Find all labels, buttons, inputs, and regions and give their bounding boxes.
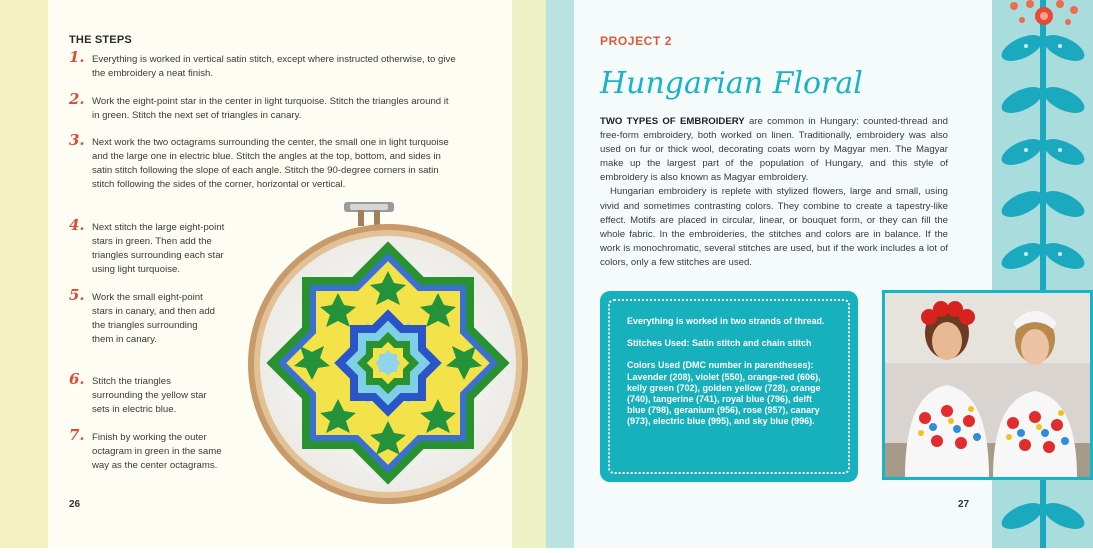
- stitches-used: Stitches Used: Satin stitch and chain stitch: [627, 338, 812, 349]
- step-text: Finish by working the outer octagram in green in the same way as the center octagrams.: [92, 432, 222, 471]
- gutter-teal: [546, 0, 574, 548]
- octagram-embroidery-icon: [246, 202, 530, 508]
- step-7: [69, 426, 235, 473]
- step-1: [69, 48, 469, 81]
- step-6: [69, 370, 217, 417]
- step-5: [69, 286, 217, 347]
- step-text: Next stitch the large eight-point stars in green. Then add the triangles surrounding each star using light turquoise.: [92, 222, 225, 275]
- paragraph-1: are common in Hungary: counted-thread and free-form embroidery, both worked on linen. Traditionally, embroidery was also used on fur or thick wool, decorating coats worn by Magyar men. The Magyar make up the largest part of the population of Hungary, and this style of embroidery is also known as Magyar embroidery.: [600, 116, 948, 184]
- step-3: [69, 131, 449, 192]
- step-text: Stitch the triangles surrounding the yellow star sets in electric blue.: [92, 376, 207, 415]
- photo-girls-icon: [885, 293, 1090, 477]
- step-number: 7.: [69, 426, 85, 444]
- step-number: 5.: [69, 286, 85, 304]
- steps-heading: THE STEPS: [69, 34, 132, 46]
- step-2: [69, 90, 449, 123]
- paragraph-2: Hungarian embroidery is replete with stylized flowers, large and small, using vivid and sometimes contrasting colors. They combine to create a tapestry-like effect. Motifs are placed in circular, linear, or bouquet form, or they can fill the whole fabric. In the embroideries, the stitches and colors are in balance. If the work is monochromatic, several stitches are used, but if the work includes a lot of colors, only a few stitches are used.: [600, 186, 948, 268]
- step-text: Work the small eight-point stars in canary, and then add the triangles surrounding them in canary.: [92, 292, 216, 345]
- step-text: Everything is worked in vertical satin stitch, except where instructed otherwise, to give the embroidery a neat finish.: [92, 54, 456, 79]
- costume-photo: [882, 290, 1093, 480]
- colors-used: Colors Used (DMC number in parentheses): Lavender (208), violet (550), orange-red (606), kelly green (702), golden yellow (728), orange (740), tangerine (741), royal blue (796), delft blue (798), geranium (956), rose (957), canary (973), electric blue (995), and sky blue (996).: [627, 360, 821, 427]
- project-title: Hungarian Floral: [600, 66, 863, 101]
- left-yellow-strip: [0, 0, 48, 548]
- step-text: Next work the two octagrams surrounding the center, the small one in light turquoise and the large one in electric blue. Stitch the angles at the top, bottom, and sides in satin stitch following the slope of each angle. Stitch the 90-degree corners in satin stitch following the sides of the corner, horizontal or vertical.: [92, 137, 449, 190]
- project-label: PROJECT 2: [600, 34, 673, 48]
- lead-in: TWO TYPES OF EMBROIDERY: [600, 116, 745, 127]
- step-number: 2.: [69, 90, 85, 108]
- step-number: 1.: [69, 48, 85, 66]
- thread-note: Everything is worked in two strands of thread.: [627, 316, 825, 326]
- materials-text: [627, 316, 831, 439]
- page-number-right: 27: [958, 499, 970, 510]
- page-number-left: 26: [69, 499, 81, 510]
- step-text: Work the eight-point star in the center in light turquoise. Stitch the triangles around it in green. Stitch the next set of triangles in canary.: [92, 96, 449, 121]
- embroidery-hoop-image: [246, 202, 530, 508]
- step-number: 6.: [69, 370, 85, 388]
- step-4: [69, 216, 241, 277]
- body-text: [600, 115, 948, 270]
- step-number: 3.: [69, 131, 85, 149]
- step-number: 4.: [69, 216, 85, 234]
